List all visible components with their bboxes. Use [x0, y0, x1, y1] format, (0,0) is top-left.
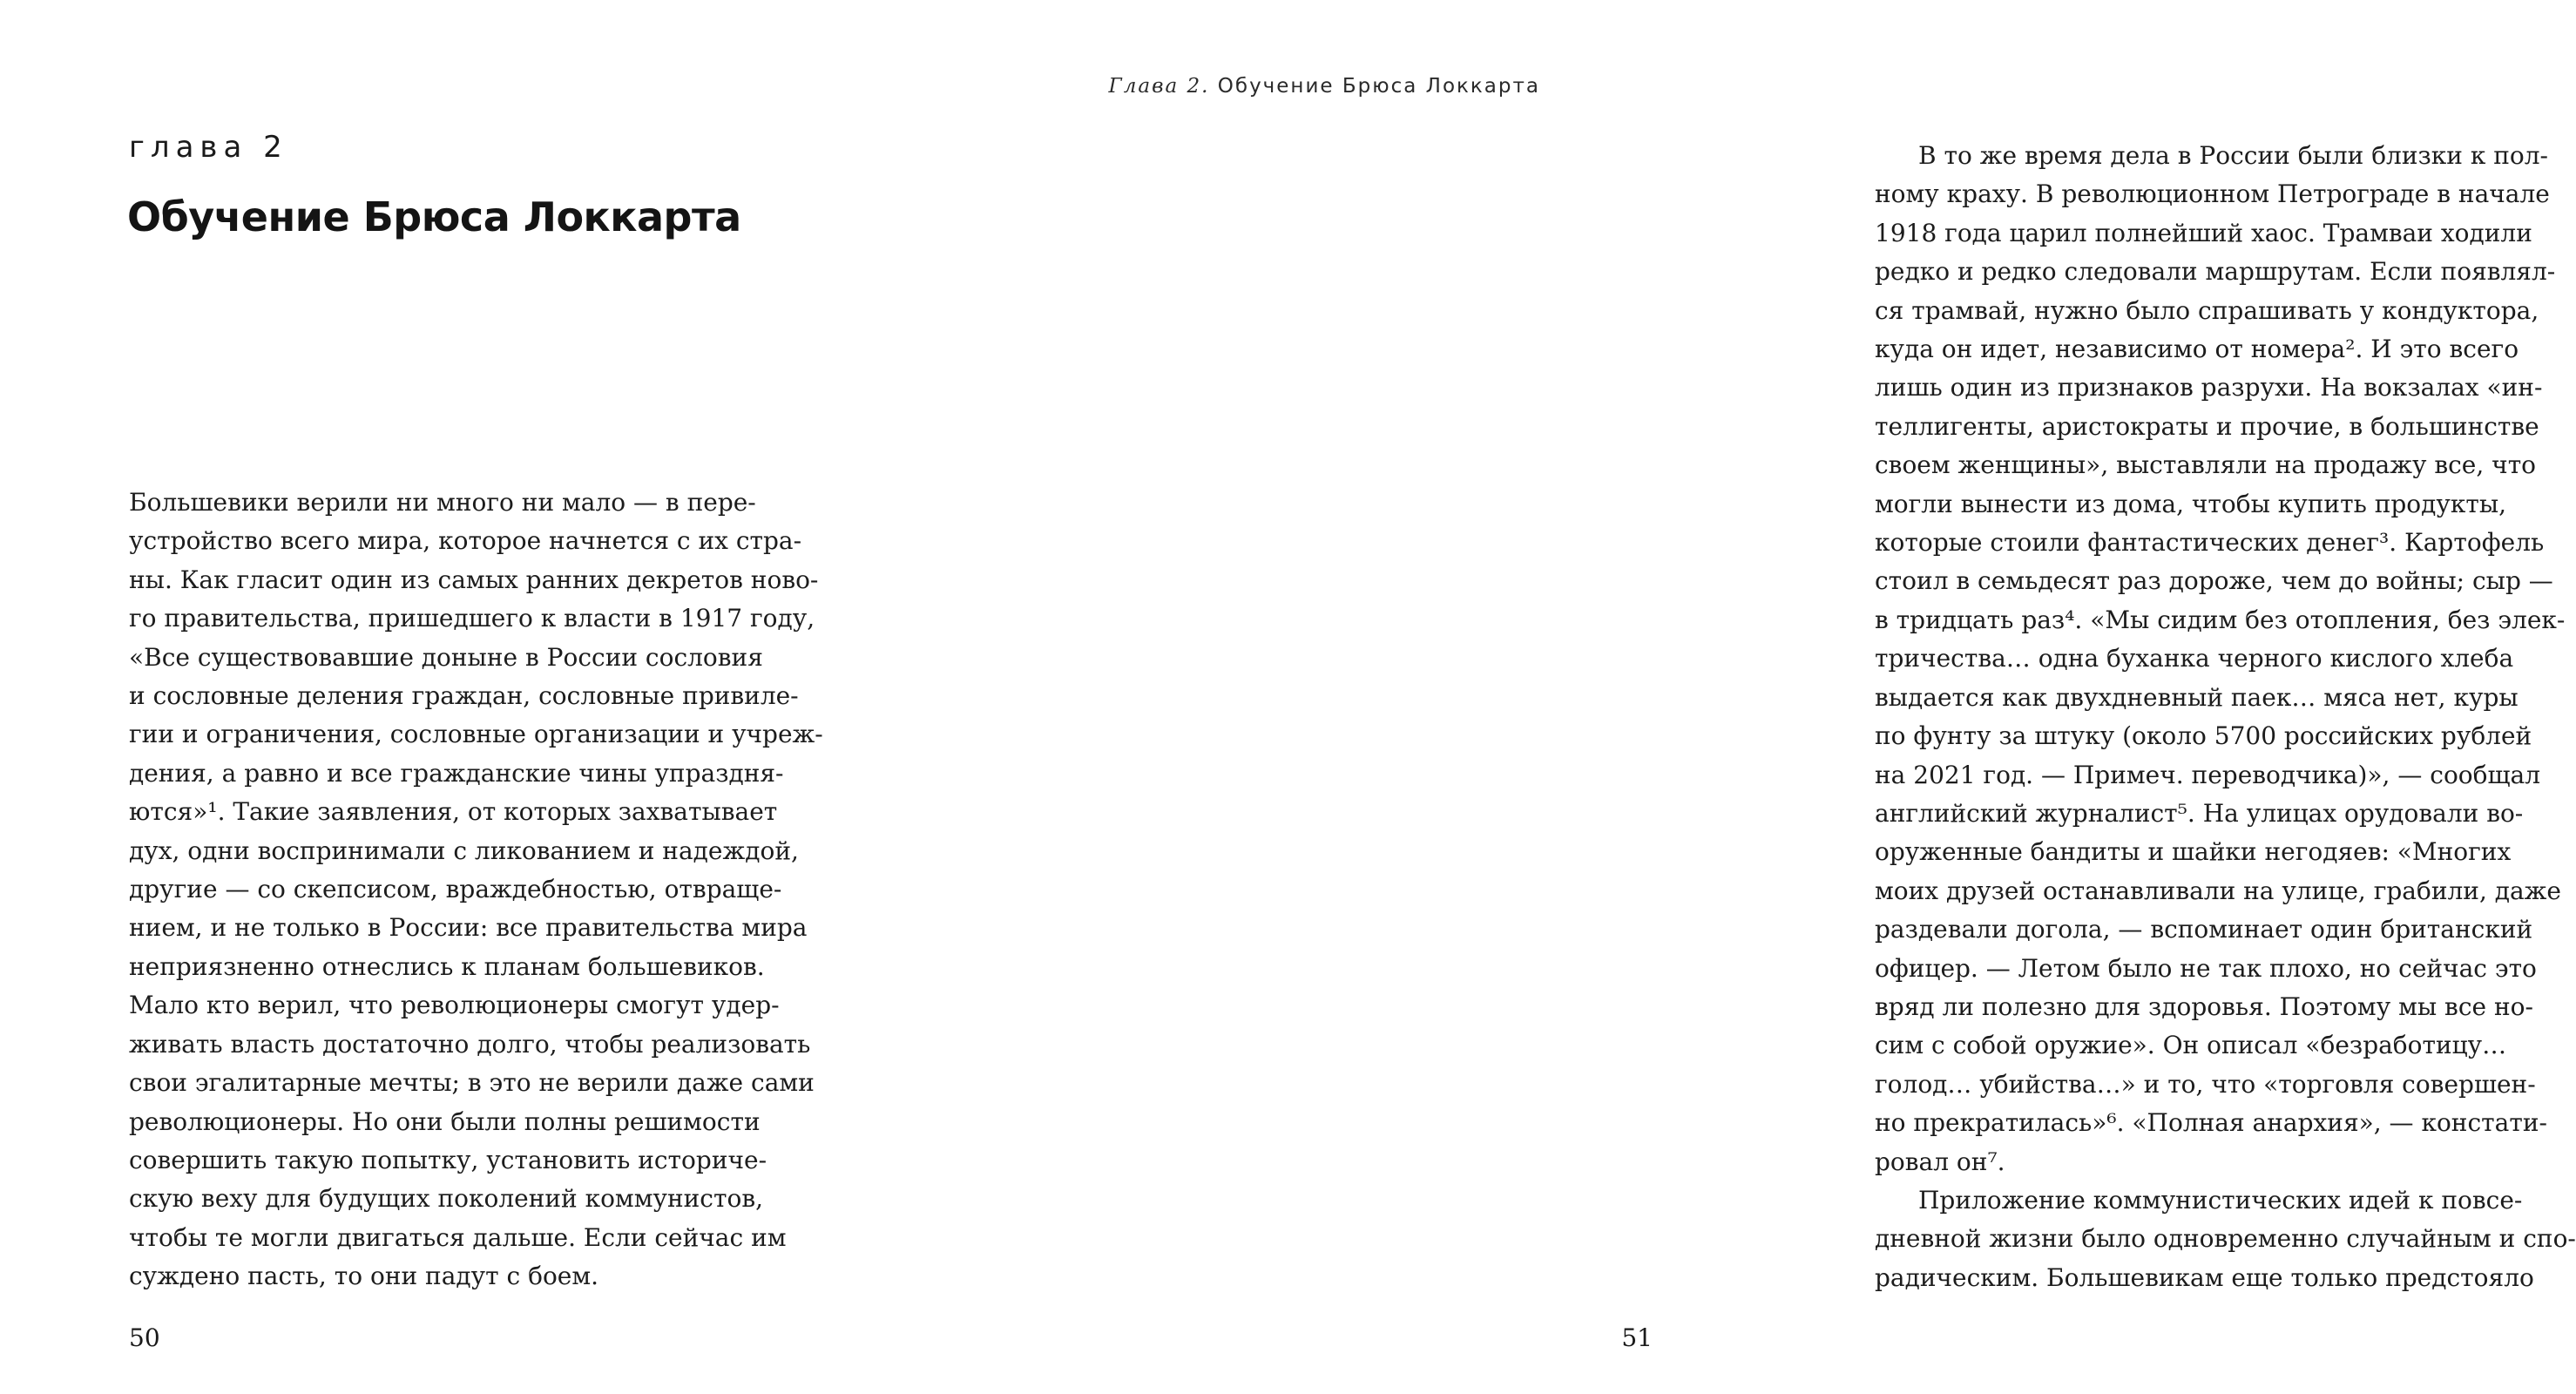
text-line: Приложение коммунистических идей к повсе-: [1918, 1185, 2523, 1215]
text-line: «Все существовавшие доныне в России сословия: [129, 642, 763, 672]
text-line: лишь один из признаков разрухи. На вокзалах «ин-: [1875, 373, 2543, 403]
text-line: офицер. — Летом было не так плохо, но сейчас это: [1875, 953, 2537, 983]
text-line: оруженные бандиты и шайки негодяев: «Многих: [1875, 837, 2512, 867]
text-line: совершить такую попытку, установить историче-: [129, 1145, 767, 1174]
text-line: голод… убийства…» и то, что «торговля совершен-: [1875, 1069, 2536, 1099]
text-line: го правительства, пришедшего к власти в 1917 году,: [129, 604, 815, 633]
text-line: 1918 года царил полнейший хаос. Трамваи ходили: [1875, 218, 2532, 247]
text-line: и сословные деления граждан, сословные привиле-: [129, 681, 799, 711]
text-line: неприязненно отнеслись к планам большевиков.: [129, 951, 765, 981]
text-line: гии и ограничения, сословные организации и учреж-: [129, 720, 823, 749]
right-page: [871, 0, 2576, 1394]
text-line: моих друзей останавливали на улице, грабили, даже: [1875, 876, 2562, 905]
text-line: В то же время дела в России были близки к пол-: [1918, 141, 2548, 170]
text-line: суждено пасть, то они падут с боем.: [129, 1262, 599, 1291]
right-body-text: [1875, 137, 2576, 1297]
page-number-right: 51: [1621, 1323, 1653, 1352]
text-line: Большевики верили ни много ни мало — в пере-: [129, 488, 756, 517]
text-line: устройство всего мира, которое начнется с их стра-: [129, 526, 802, 556]
text-line: своем женщины», выставляли на продажу все, что: [1875, 450, 2537, 480]
text-line: живать власть достаточно долго, чтобы реализовать: [129, 1029, 811, 1059]
text-line: другие — со скепсисом, враждебностью, отвраще-: [129, 875, 782, 904]
chapter-label: глава 2: [129, 130, 288, 165]
text-line: дух, одни воспринимали с ликованием и надеждой,: [129, 836, 799, 865]
running-head-chapter: Глава 2.: [1108, 75, 1210, 98]
text-line: сим с собой оружие». Он описал «безработицу…: [1875, 1031, 2507, 1060]
text-line: свои эгалитарные мечты; в это не верили даже сами: [129, 1068, 815, 1098]
text-line: теллигенты, аристократы и прочие, в большинстве: [1875, 411, 2539, 441]
text-line: могли вынести из дома, чтобы купить продукты,: [1875, 489, 2507, 518]
text-line: ровал он⁷.: [1875, 1147, 2005, 1176]
text-line: на 2021 год. — Примеч. переводчика)», — сообщал: [1875, 760, 2541, 789]
text-line: радическим. Большевикам еще только предстояло: [1875, 1262, 2534, 1292]
text-line: выдается как двухдневный паек… мяса нет, куры: [1875, 682, 2519, 712]
text-line: но прекратилась»⁶. «Полная анархия», — констати-: [1875, 1108, 2547, 1138]
text-line: куда он идет, независимо от номера². И это всего: [1875, 335, 2519, 364]
text-line: дения, а равно и все гражданские чины упраздня-: [129, 758, 784, 788]
text-line: чтобы те могли двигаться дальше. Если сейчас им: [129, 1222, 787, 1252]
chapter-title: Обучение Брюса Локкарта: [127, 193, 741, 240]
text-line: стоил в семьдесят раз дороже, чем до войны; сыр —: [1875, 566, 2553, 596]
text-line: которые стоили фантастических денег³. Картофель: [1875, 528, 2545, 558]
text-line: тричества… одна буханка черного кислого хлеба: [1875, 644, 2514, 673]
text-line: английский журналист⁵. На улицах орудовали во-: [1875, 798, 2524, 828]
page-number-left: 50: [129, 1323, 160, 1352]
left-body-text: [129, 484, 823, 1296]
running-head-title: Обучение Брюса Локкарта: [1209, 75, 1540, 98]
text-line: вряд ли полезно для здоровья. Поэтому мы все но-: [1875, 991, 2533, 1021]
text-line: по фунту за штуку (около 5700 российских рублей: [1875, 721, 2532, 751]
running-head: [1109, 75, 1540, 99]
text-line: революционеры. Но они были полны решимости: [129, 1106, 761, 1136]
text-line: Мало кто верил, что революционеры смогут удер-: [129, 991, 780, 1020]
text-line: ному краху. В революционном Петрограде в начале: [1875, 179, 2550, 209]
text-line: в тридцать раз⁴. «Мы сидим без отопления, без элек-: [1875, 605, 2566, 634]
text-line: редко и редко следовали маршрутам. Если появлял-: [1875, 257, 2556, 287]
text-line: нием, и не только в России: все правительства мира: [129, 913, 808, 943]
text-line: дневной жизни было одновременно случайным и спо-: [1875, 1224, 2576, 1254]
text-line: ны. Как гласит один из самых ранних декретов ново-: [129, 565, 819, 594]
text-line: ются»¹. Такие заявления, от которых захватывает: [129, 797, 778, 827]
text-line: раздевали догола, — вспоминает один британский: [1875, 915, 2533, 944]
text-line: скую веху для будущих поколений коммунистов,: [129, 1184, 763, 1214]
text-line: ся трамвай, нужно было спрашивать у кондуктора,: [1875, 295, 2539, 325]
left-page: [0, 0, 871, 1394]
